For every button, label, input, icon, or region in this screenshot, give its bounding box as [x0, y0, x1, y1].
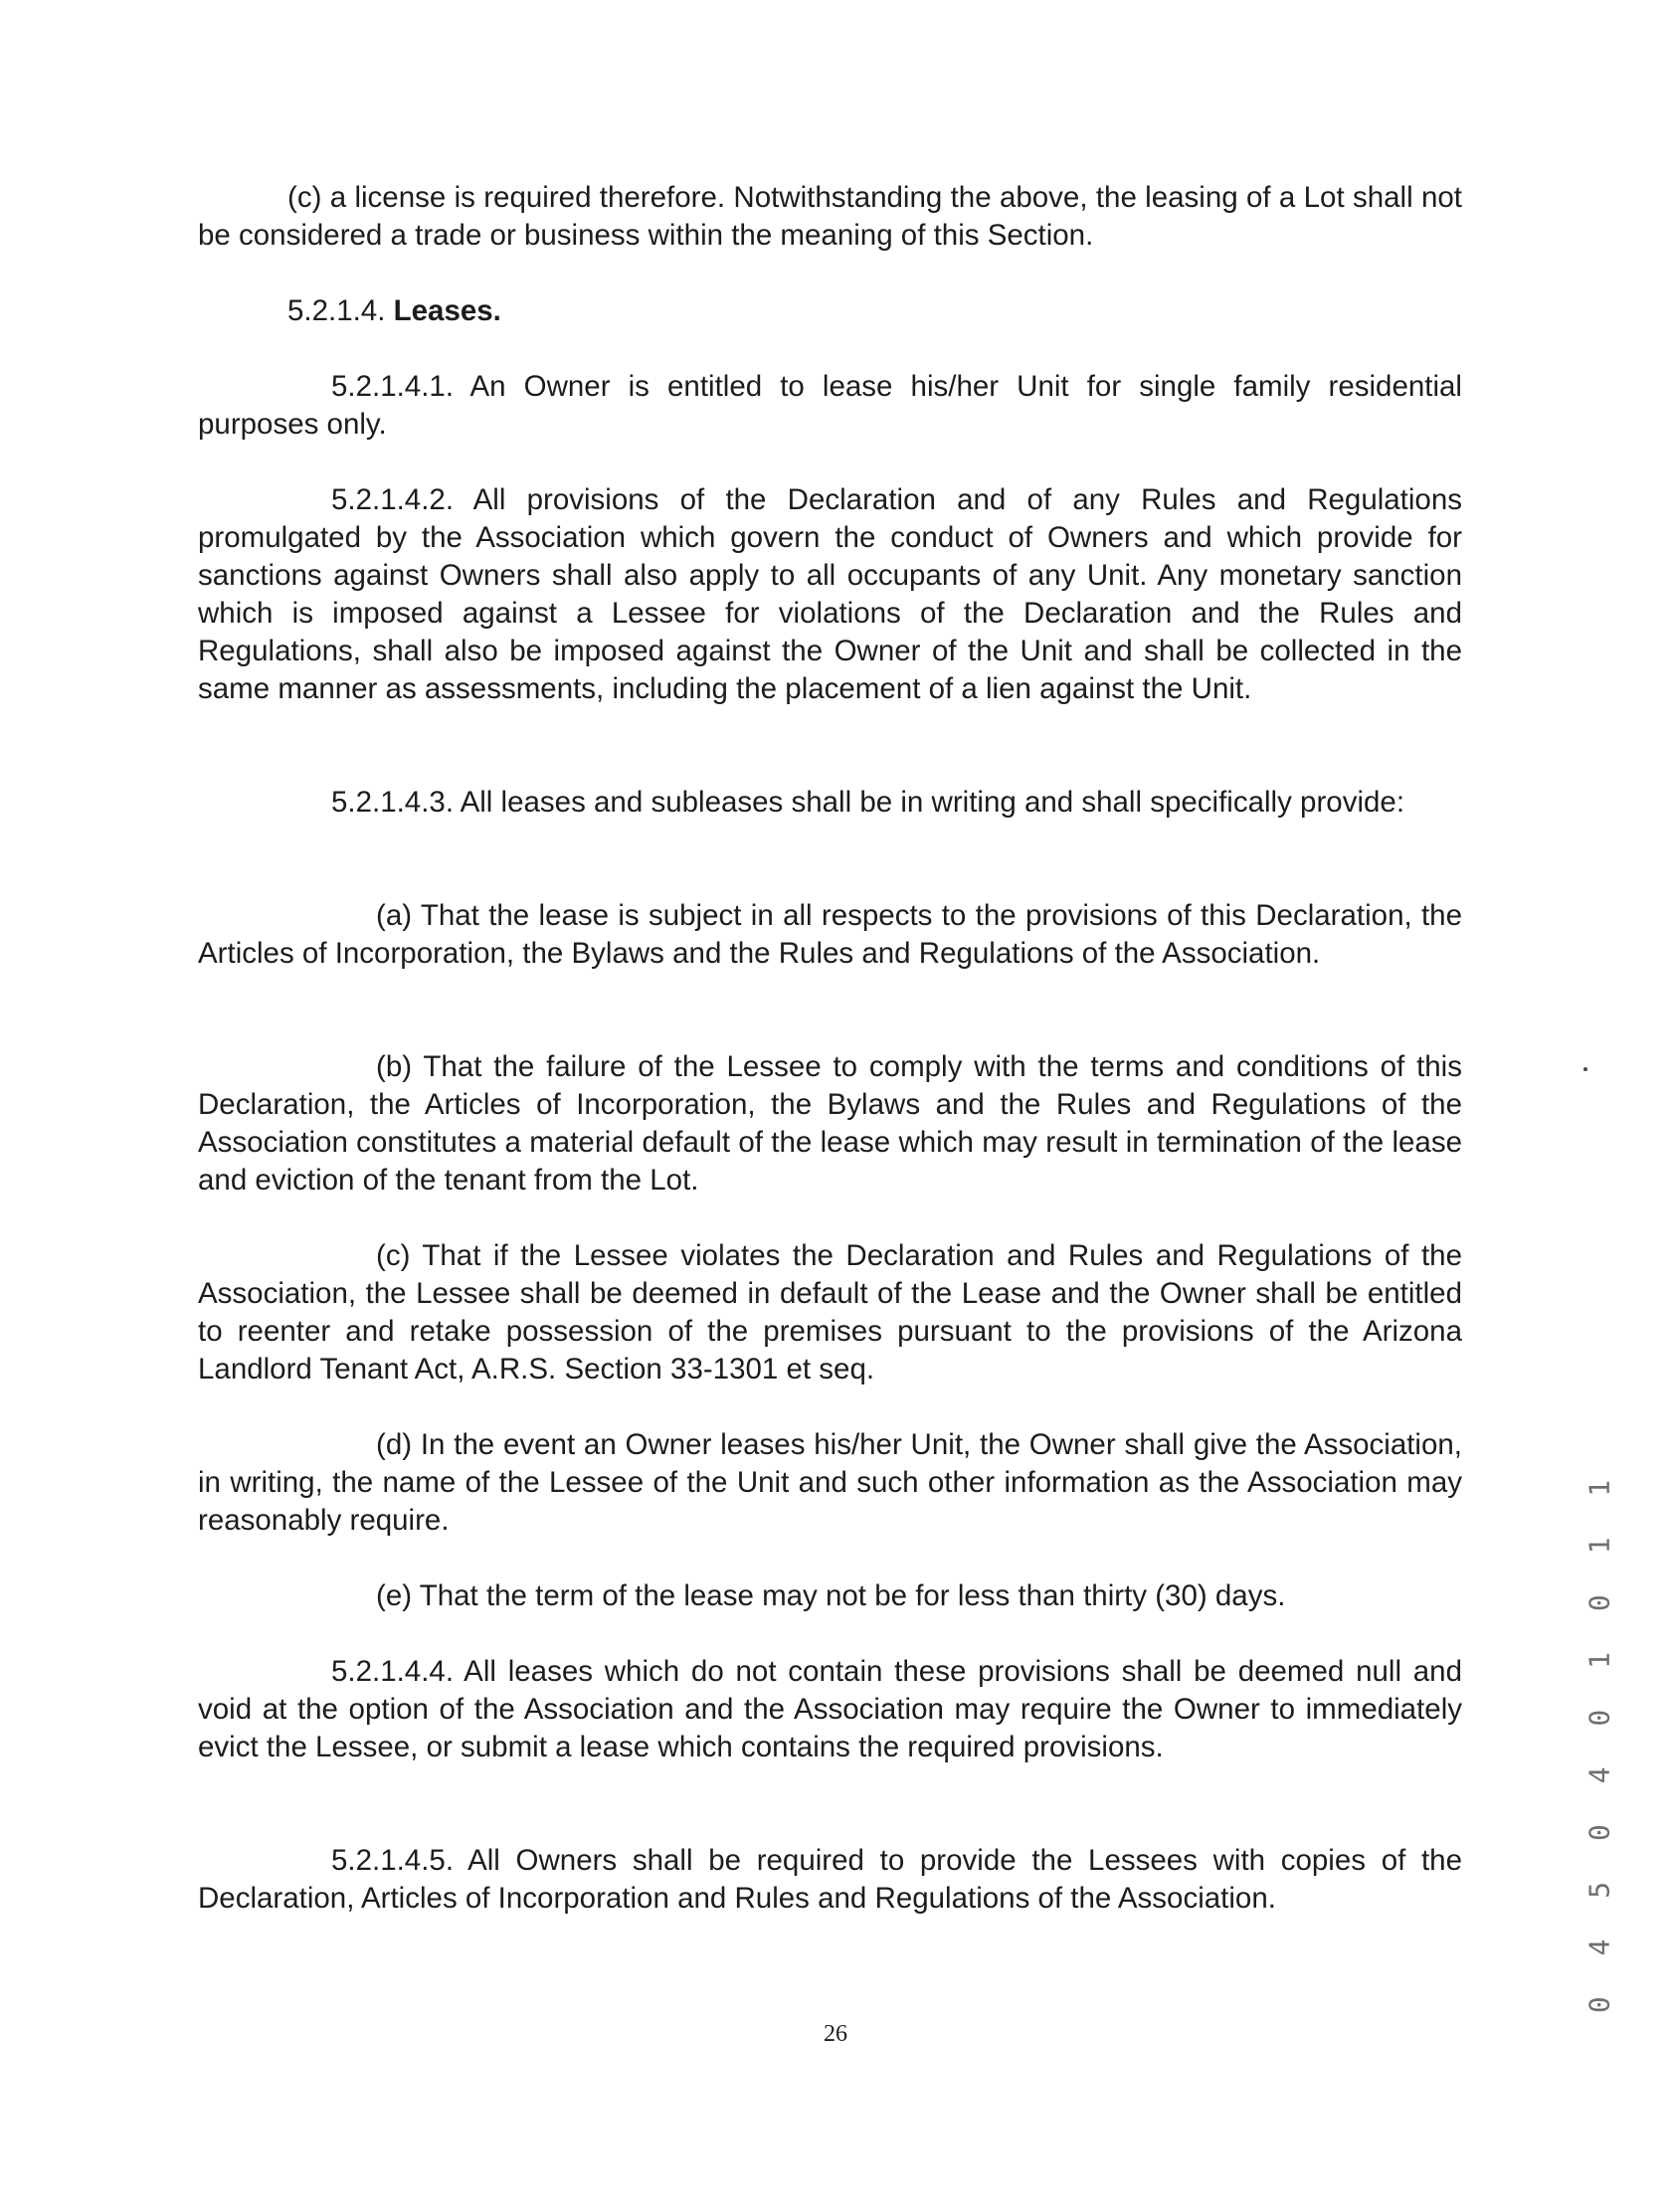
list-item-e: (e) That the term of the lease may not be for less than thirty (30) days.: [376, 1579, 1286, 1612]
paragraph-5-2-1-4-2: 5.2.1.4.2. All provisions of the Declaration and of any Rules and Regulations promulgated by the Association which govern the conduct of Owners and which provide for sanctions against Owners shall also apply to all occupants of any Unit. Any monetary sanction which is imposed against a Lessee for violations of the Declaration and the Rules and Regulations, shall also be imposed against the Owner of the Unit and shall be collected in the same manner as assessments, including the placement of a lien against the Unit.: [198, 483, 1462, 705]
list-item-c: (c) That if the Lessee violates the Declaration and Rules and Regulations of the Association, the Lessee shall be deemed in default of the Lease and the Owner shall be entitled to reenter and retake possession of the premises pursuant to the provisions of the Arizona Landlord Tenant Act, A.R.S. Section 33-1301 et seq.: [198, 1239, 1462, 1385]
paragraph-5-2-1-4-5: 5.2.1.4.5. All Owners shall be required to provide the Lessees with copies of the Declaration, Articles of Incorporation and Rules and Regulations of the Association.: [198, 1844, 1462, 1915]
paragraph-5-2-1-4-1: 5.2.1.4.1. An Owner is entitled to lease his/her Unit for single family residential purposes only.: [198, 370, 1462, 441]
list-item-b: (b) That the failure of the Lessee to comply with the terms and conditions of this Declaration, the Articles of Incorporation, the Bylaws and the Rules and Regulations of the Association constitutes a material default of the lease which may result in termination of the lease and eviction of the tenant from the Lot.: [198, 1050, 1462, 1197]
list-item-d: (d) In the event an Owner leases his/her Unit, the Owner shall give the Association, in writing, the name of the Lessee of the Unit and such other information as the Association may reasonably require.: [198, 1428, 1462, 1537]
section-number: 5.2.1.4.: [287, 294, 394, 327]
recording-stamp: [1579, 1467, 1619, 2014]
paragraph-5-2-1-4-3: 5.2.1.4.3. All leases and subleases shall be in writing and shall specifically provide:: [331, 786, 1405, 819]
paragraph-5-2-1-4-4: 5.2.1.4.4. All leases which do not contain these provisions shall be deemed null and void at the option of the Association and the Association may require the Owner to immediately evict the Lessee, or submit a lease which contains the required provisions.: [198, 1655, 1462, 1763]
paragraph-continuation-c: (c) a license is required therefore. Notwithstanding the above, the leasing of a Lot shall not be considered a trade or business within the meaning of this Section.: [198, 181, 1462, 252]
scan-speck: [1583, 1067, 1587, 1071]
section-title: Leases.: [393, 294, 501, 327]
section-heading-leases: [198, 292, 1462, 330]
list-item-a: (a) That the lease is subject in all respects to the provisions of this Declaration, the Articles of Incorporation, the Bylaws and the Rules and Regulations of the Association.: [198, 899, 1462, 970]
page-number: 26: [824, 2021, 847, 2047]
recording-stamp-text: 0 4 5 0 4 0 1 0 1 1: [1582, 1467, 1616, 2014]
